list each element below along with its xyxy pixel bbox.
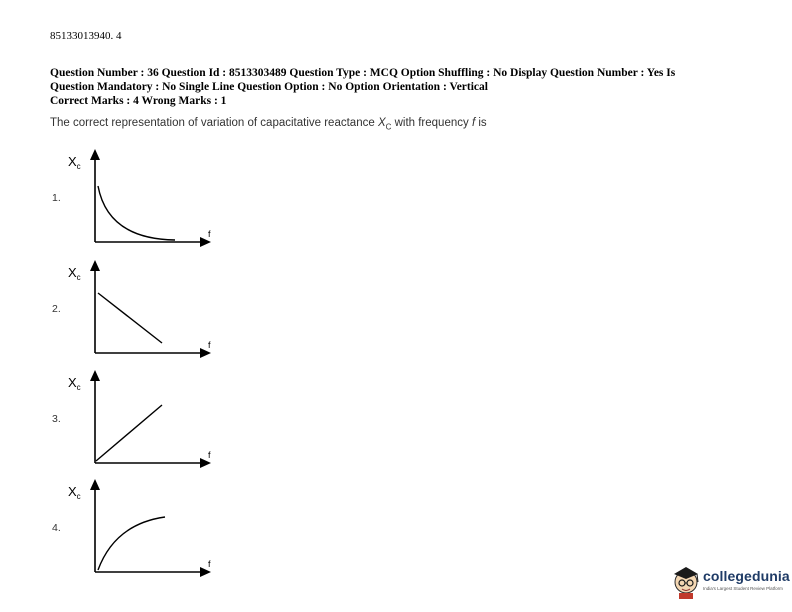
increasing-curve — [98, 517, 165, 570]
option-3-number[interactable]: 3. — [52, 413, 61, 425]
option-4-graph[interactable] — [60, 474, 220, 584]
y-axis-arrow-icon — [90, 370, 100, 381]
question-meta-line-1: Question Number : 36 Question Id : 8513303489 Question Type : MCQ Option Shuffling : No Display Question Number : Yes Is — [50, 67, 676, 79]
y-axis-label: $X_c$ — [68, 375, 81, 392]
option-3-graph[interactable] — [60, 365, 220, 475]
decreasing-curve — [98, 186, 175, 240]
decreasing-line — [98, 293, 162, 343]
brand-tagline: India's Largest Student Review Platform — [703, 586, 783, 591]
xc-symbol: $X_C$ — [377, 117, 392, 132]
question-meta-line-2: Question Mandatory : No Single Line Question Option : No Option Orientation : Vertical — [50, 81, 488, 93]
y-axis-label: $X_c$ — [68, 484, 81, 501]
y-axis-arrow-icon — [90, 479, 100, 490]
y-axis-label: $X_c$ — [68, 265, 81, 282]
x-axis-label: f — [208, 340, 211, 350]
marks-line: Correct Marks : 4 Wrong Marks : 1 — [50, 95, 227, 107]
option-1-number[interactable]: 1. — [52, 192, 61, 204]
y-axis-arrow-icon — [90, 149, 100, 160]
x-axis-label: f — [208, 559, 211, 569]
increasing-line — [96, 405, 162, 461]
question-text: The correct representation of variation of capacitative reactance $X_C$ with frequency f is — [50, 117, 487, 132]
brand-name: collegedunia — [703, 568, 790, 584]
x-axis-label: f — [208, 229, 211, 239]
option-4-number[interactable]: 4. — [52, 522, 61, 534]
y-axis-arrow-icon — [90, 260, 100, 271]
option-1-graph[interactable] — [60, 144, 220, 254]
option-2-number[interactable]: 2. — [52, 303, 61, 315]
option-2-graph[interactable] — [60, 255, 220, 365]
x-axis-label: f — [208, 450, 211, 460]
collegedunia-logo-icon — [670, 562, 702, 602]
paper-code: 85133013940. 4 — [50, 30, 122, 42]
y-axis-label: $X_c$ — [68, 154, 81, 171]
